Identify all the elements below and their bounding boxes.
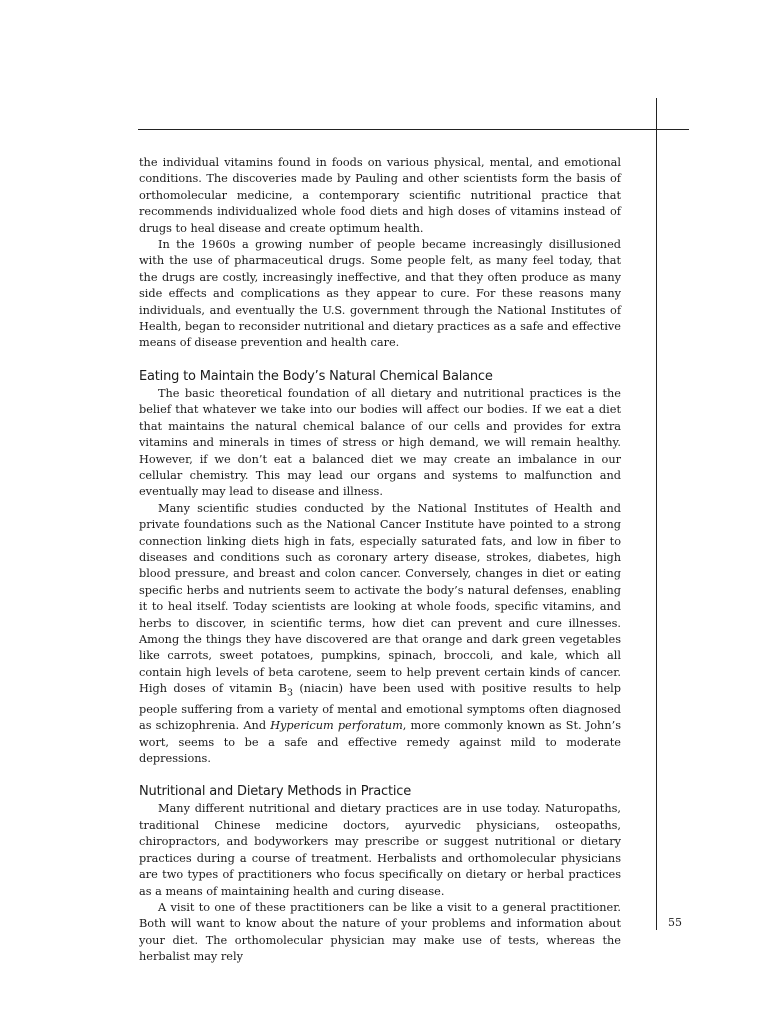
text-span: Many scientific studies conducted by the National Institutes of Health and private foundations such as the National Cancer Institute have pointed to a strong connection linking diets high in fats, especially saturated fats, and low in fiber to diseases and conditions such as coronary artery disease, strokes, diabetes, high blood pressure, and breast and colon cancer. Conversely, changes in diet or eating specific herbs and nutrients seem to activate the body’s natural defenses, enabling it to heal itself. Today scientists are looking at whole foods, specific vitamins, and herbs to discover, in scientific terms, how diet can prevent and cure illnesses. Among the things they have discovered are that orange and dark green vegetables like carrots, sweet potatoes, pumpkins, spinach, broccoli, and kale, which all contain high levels of beta carotene, seem to help prevent certain kinds of cancer. High doses of vitamin B: [139, 501, 621, 696]
text-span: , more commonly known as St. John’s wort, seems to be a safe and effective remedy against mild to moderate depressions.: [139, 719, 621, 766]
paragraph: A visit to one of these practitioners can be like a visit to a general practitioner. Both will want to know about the nature of your problems and information about your diet. The orthomolecular physician may make use of tests, whereas the herbalist may rely: [139, 900, 621, 964]
section-heading: Nutritional and Dietary Methods in Practice: [139, 784, 412, 800]
text-span: (niacin) have been used with positive results to help people suffering from a variety of mental and emotional symptoms often diagnosed as schizophrenia. And: [139, 682, 622, 733]
page-number: 55: [668, 916, 682, 929]
margin-rule: [656, 130, 657, 930]
italic-term: Hypericum perforatum: [270, 719, 403, 733]
section-heading: Eating to Maintain the Body’s Natural Chemical Balance: [139, 368, 493, 384]
paragraph: the individual vitamins found in foods on various physical, mental, and emotional conditions. The discoveries made by Pauling and other scientists form the basis of orthomolecular medicine, a contemporary scientific nutritional practice that recommends individualized whole food diets and high doses of vitamins instead of drugs to heal disease and create optimum health.: [139, 156, 621, 235]
header-rule: [138, 129, 689, 130]
paragraph: Many different nutritional and dietary practices are in use today. Naturopaths, traditional Chinese medicine doctors, ayurvedic physicians, osteopaths, chiropractors, and bodyworkers may prescribe or suggest nutritional or dietary practices during a course of treatment. Herbalists and orthomolecular physicians are two types of practitioners who focus specifically on dietary or herbal practices as a means of maintaining health and curing disease.: [139, 802, 621, 898]
paragraph: [139, 501, 621, 768]
margin-rule-top: [656, 98, 657, 130]
subscript: 3: [286, 687, 293, 699]
page-body: [139, 155, 621, 966]
paragraph: The basic theoretical foundation of all dietary and nutritional practices is the belief that whatever we take into our bodies will affect our bodies. If we eat a diet that maintains the natural chemical balance of our cells and provides for extra vitamins and minerals in times of stress or high demand, we will remain healthy. However, if we don’t eat a balanced diet we may create an imbalance in our cellular chemistry. This may lead our organs and systems to malfunction and eventually may lead to disease and illness.: [139, 386, 621, 499]
paragraph: In the 1960s a growing number of people became increasingly disillusioned with the use of pharmaceutical drugs. Some people felt, as many feel today, that the drugs are costly, increasingly ineffective, and that they often produce as many side effects and complications as they appear to cure. For these reasons many individuals, and eventually the U.S. government through the National Institutes of Health, began to reconsider nutritional and dietary practices as a safe and effective means of disease prevention and health care.: [139, 238, 621, 350]
